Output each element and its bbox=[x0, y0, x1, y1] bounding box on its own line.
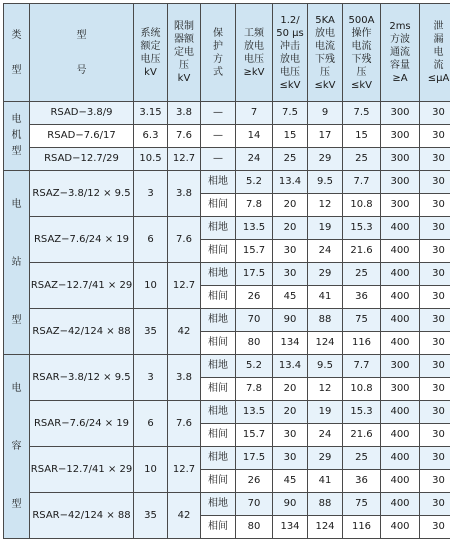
arrester-voltage-cell: 12.7 bbox=[168, 263, 201, 309]
impulse-discharge-cell: 90 bbox=[273, 309, 308, 332]
residual-5ka-cell: 41 bbox=[308, 286, 343, 309]
residual-500a-cell: 75 bbox=[343, 309, 381, 332]
leakage-cell: 30 bbox=[420, 516, 450, 539]
header-row bbox=[4, 4, 450, 102]
impulse-discharge-cell: 134 bbox=[273, 516, 308, 539]
pf-discharge-cell: 15.7 bbox=[236, 240, 273, 263]
residual-500a-cell: 15.3 bbox=[343, 217, 381, 240]
arrester-voltage-cell: 3.8 bbox=[168, 102, 201, 125]
leakage-cell: 30 bbox=[420, 286, 450, 309]
square-wave-cell: 400 bbox=[381, 493, 420, 516]
protection-mode-cell: 相地 bbox=[201, 263, 236, 286]
square-wave-cell: 300 bbox=[381, 171, 420, 194]
header-protection-mode: 保 护 方 式 bbox=[201, 4, 236, 102]
pf-discharge-cell: 13.5 bbox=[236, 401, 273, 424]
protection-mode-cell: 相间 bbox=[201, 194, 236, 217]
protection-mode-cell: 相地 bbox=[201, 401, 236, 424]
residual-5ka-cell: 29 bbox=[308, 148, 343, 171]
system-voltage-cell: 35 bbox=[134, 309, 168, 355]
impulse-discharge-cell: 20 bbox=[273, 378, 308, 401]
impulse-discharge-cell: 13.4 bbox=[273, 355, 308, 378]
impulse-discharge-cell: 30 bbox=[273, 447, 308, 470]
arrester-voltage-cell: 7.6 bbox=[168, 217, 201, 263]
residual-500a-cell: 36 bbox=[343, 470, 381, 493]
leakage-cell: 30 bbox=[420, 401, 450, 424]
model-cell: RSAR−3.8/12 × 9.5 bbox=[30, 355, 134, 401]
pf-discharge-cell: 26 bbox=[236, 286, 273, 309]
protection-mode-cell: 相地 bbox=[201, 309, 236, 332]
model-cell: RSAZ−12.7/41 × 29 bbox=[30, 263, 134, 309]
residual-5ka-cell: 12 bbox=[308, 378, 343, 401]
model-cell: RSAD−12.7/29 bbox=[30, 148, 134, 171]
impulse-discharge-cell: 15 bbox=[273, 125, 308, 148]
protection-mode-cell: 相地 bbox=[201, 217, 236, 240]
impulse-discharge-cell: 45 bbox=[273, 286, 308, 309]
leakage-cell: 30 bbox=[420, 102, 450, 125]
leakage-cell: 30 bbox=[420, 424, 450, 447]
residual-500a-cell: 25 bbox=[343, 447, 381, 470]
header-square-wave: 2ms 方波 通流 容量 ≥A bbox=[381, 4, 420, 102]
residual-500a-cell: 7.7 bbox=[343, 355, 381, 378]
system-voltage-cell: 3 bbox=[134, 171, 168, 217]
system-voltage-cell: 35 bbox=[134, 493, 168, 539]
model-cell: RSAZ−3.8/12 × 9.5 bbox=[30, 171, 134, 217]
square-wave-cell: 400 bbox=[381, 286, 420, 309]
residual-500a-cell: 21.6 bbox=[343, 424, 381, 447]
pf-discharge-cell: 24 bbox=[236, 148, 273, 171]
system-voltage-cell: 3.15 bbox=[134, 102, 168, 125]
pf-discharge-cell: 7.8 bbox=[236, 194, 273, 217]
model-cell: RSAZ−42/124 × 88 bbox=[30, 309, 134, 355]
leakage-cell: 30 bbox=[420, 378, 450, 401]
square-wave-cell: 400 bbox=[381, 447, 420, 470]
pf-discharge-cell: 14 bbox=[236, 125, 273, 148]
residual-500a-cell: 25 bbox=[343, 148, 381, 171]
pf-discharge-cell: 26 bbox=[236, 470, 273, 493]
protection-mode-cell: 相间 bbox=[201, 470, 236, 493]
residual-5ka-cell: 29 bbox=[308, 447, 343, 470]
model-cell: RSAR−12.7/41 × 29 bbox=[30, 447, 134, 493]
model-cell: RSAD−3.8/9 bbox=[30, 102, 134, 125]
residual-5ka-cell: 24 bbox=[308, 424, 343, 447]
header-leakage: 泄 漏 电 流 ≤μA bbox=[420, 4, 450, 102]
protection-mode-cell: 相间 bbox=[201, 332, 236, 355]
pf-discharge-cell: 13.5 bbox=[236, 217, 273, 240]
protection-mode-cell: 相地 bbox=[201, 493, 236, 516]
leakage-cell: 30 bbox=[420, 493, 450, 516]
system-voltage-cell: 10 bbox=[134, 263, 168, 309]
residual-500a-cell: 10.8 bbox=[343, 378, 381, 401]
square-wave-cell: 400 bbox=[381, 424, 420, 447]
arrester-voltage-cell: 12.7 bbox=[168, 148, 201, 171]
header-residual-5ka: 5KA 放电 电流 下残 压 ≤kV bbox=[308, 4, 343, 102]
residual-5ka-cell: 29 bbox=[308, 263, 343, 286]
impulse-discharge-cell: 13.4 bbox=[273, 171, 308, 194]
table-row bbox=[4, 309, 450, 332]
leakage-cell: 30 bbox=[420, 332, 450, 355]
square-wave-cell: 400 bbox=[381, 217, 420, 240]
square-wave-cell: 400 bbox=[381, 309, 420, 332]
square-wave-cell: 300 bbox=[381, 378, 420, 401]
square-wave-cell: 300 bbox=[381, 102, 420, 125]
table-row bbox=[4, 125, 450, 148]
residual-5ka-cell: 12 bbox=[308, 194, 343, 217]
system-voltage-cell: 6.3 bbox=[134, 125, 168, 148]
residual-5ka-cell: 24 bbox=[308, 240, 343, 263]
arrester-voltage-cell: 12.7 bbox=[168, 447, 201, 493]
square-wave-cell: 300 bbox=[381, 194, 420, 217]
leakage-cell: 30 bbox=[420, 309, 450, 332]
square-wave-cell: 400 bbox=[381, 240, 420, 263]
category-capacitor: 电 容 型 bbox=[4, 355, 30, 539]
header-category: 类 型 bbox=[4, 4, 30, 102]
table-row bbox=[4, 447, 450, 470]
square-wave-cell: 400 bbox=[381, 263, 420, 286]
table-row bbox=[4, 263, 450, 286]
system-voltage-cell: 6 bbox=[134, 401, 168, 447]
square-wave-cell: 300 bbox=[381, 148, 420, 171]
protection-mode-cell: 相间 bbox=[201, 424, 236, 447]
header-model: 型 号 bbox=[30, 4, 134, 102]
protection-mode-cell: — bbox=[201, 125, 236, 148]
table-row bbox=[4, 217, 450, 240]
residual-500a-cell: 36 bbox=[343, 286, 381, 309]
leakage-cell: 30 bbox=[420, 194, 450, 217]
residual-500a-cell: 116 bbox=[343, 516, 381, 539]
arrester-voltage-cell: 42 bbox=[168, 493, 201, 539]
system-voltage-cell: 3 bbox=[134, 355, 168, 401]
arrester-voltage-cell: 7.6 bbox=[168, 401, 201, 447]
impulse-discharge-cell: 30 bbox=[273, 240, 308, 263]
residual-5ka-cell: 88 bbox=[308, 493, 343, 516]
residual-5ka-cell: 9.5 bbox=[308, 355, 343, 378]
arrester-voltage-cell: 3.8 bbox=[168, 355, 201, 401]
system-voltage-cell: 10 bbox=[134, 447, 168, 493]
protection-mode-cell: 相地 bbox=[201, 447, 236, 470]
impulse-discharge-cell: 7.5 bbox=[273, 102, 308, 125]
arrester-voltage-cell: 7.6 bbox=[168, 125, 201, 148]
pf-discharge-cell: 70 bbox=[236, 493, 273, 516]
pf-discharge-cell: 17.5 bbox=[236, 263, 273, 286]
arrester-voltage-cell: 42 bbox=[168, 309, 201, 355]
residual-500a-cell: 7.7 bbox=[343, 171, 381, 194]
category-motor: 电 机 型 bbox=[4, 102, 30, 171]
table-row bbox=[4, 148, 450, 171]
impulse-discharge-cell: 90 bbox=[273, 493, 308, 516]
category-station: 电 站 型 bbox=[4, 171, 30, 355]
pf-discharge-cell: 15.7 bbox=[236, 424, 273, 447]
impulse-discharge-cell: 30 bbox=[273, 263, 308, 286]
impulse-discharge-cell: 20 bbox=[273, 217, 308, 240]
leakage-cell: 30 bbox=[420, 263, 450, 286]
residual-5ka-cell: 17 bbox=[308, 125, 343, 148]
leakage-cell: 30 bbox=[420, 470, 450, 493]
square-wave-cell: 300 bbox=[381, 125, 420, 148]
header-residual-500a: 500A 操作 电流 下残 压 ≤kV bbox=[343, 4, 381, 102]
leakage-cell: 30 bbox=[420, 171, 450, 194]
model-cell: RSAZ−7.6/24 × 19 bbox=[30, 217, 134, 263]
leakage-cell: 30 bbox=[420, 240, 450, 263]
protection-mode-cell: — bbox=[201, 102, 236, 125]
square-wave-cell: 400 bbox=[381, 516, 420, 539]
pf-discharge-cell: 70 bbox=[236, 309, 273, 332]
square-wave-cell: 400 bbox=[381, 470, 420, 493]
table-row bbox=[4, 493, 450, 516]
residual-500a-cell: 116 bbox=[343, 332, 381, 355]
header-impulse-discharge: 1.2/ 50 μs 冲击 放电 电压 ≤kV bbox=[273, 4, 308, 102]
residual-500a-cell: 25 bbox=[343, 263, 381, 286]
leakage-cell: 30 bbox=[420, 355, 450, 378]
protection-mode-cell: 相地 bbox=[201, 355, 236, 378]
residual-5ka-cell: 41 bbox=[308, 470, 343, 493]
residual-500a-cell: 21.6 bbox=[343, 240, 381, 263]
protection-mode-cell: 相间 bbox=[201, 378, 236, 401]
leakage-cell: 30 bbox=[420, 148, 450, 171]
pf-discharge-cell: 5.2 bbox=[236, 355, 273, 378]
residual-500a-cell: 75 bbox=[343, 493, 381, 516]
leakage-cell: 30 bbox=[420, 447, 450, 470]
impulse-discharge-cell: 20 bbox=[273, 401, 308, 424]
residual-5ka-cell: 124 bbox=[308, 516, 343, 539]
square-wave-cell: 300 bbox=[381, 355, 420, 378]
impulse-discharge-cell: 20 bbox=[273, 194, 308, 217]
model-cell: RSAR−7.6/24 × 19 bbox=[30, 401, 134, 447]
residual-500a-cell: 15 bbox=[343, 125, 381, 148]
square-wave-cell: 400 bbox=[381, 332, 420, 355]
table-row bbox=[4, 102, 450, 125]
impulse-discharge-cell: 30 bbox=[273, 424, 308, 447]
pf-discharge-cell: 7 bbox=[236, 102, 273, 125]
pf-discharge-cell: 80 bbox=[236, 516, 273, 539]
leakage-cell: 30 bbox=[420, 217, 450, 240]
impulse-discharge-cell: 25 bbox=[273, 148, 308, 171]
pf-discharge-cell: 80 bbox=[236, 332, 273, 355]
pf-discharge-cell: 5.2 bbox=[236, 171, 273, 194]
impulse-discharge-cell: 45 bbox=[273, 470, 308, 493]
model-cell: RSAR−42/124 × 88 bbox=[30, 493, 134, 539]
arrester-spec-table bbox=[3, 3, 450, 539]
model-cell: RSAD−7.6/17 bbox=[30, 125, 134, 148]
residual-5ka-cell: 124 bbox=[308, 332, 343, 355]
residual-500a-cell: 15.3 bbox=[343, 401, 381, 424]
header-arrester-voltage: 限制 器额 定电 压 kV bbox=[168, 4, 201, 102]
header-pf-discharge: 工频 放电 电压 ≥kV bbox=[236, 4, 273, 102]
residual-500a-cell: 7.5 bbox=[343, 102, 381, 125]
protection-mode-cell: 相间 bbox=[201, 286, 236, 309]
residual-5ka-cell: 9 bbox=[308, 102, 343, 125]
header-system-voltage: 系统 额定 电压 kV bbox=[134, 4, 168, 102]
spec-table-container bbox=[3, 3, 450, 538]
arrester-voltage-cell: 3.8 bbox=[168, 171, 201, 217]
system-voltage-cell: 6 bbox=[134, 217, 168, 263]
protection-mode-cell: 相间 bbox=[201, 240, 236, 263]
leakage-cell: 30 bbox=[420, 125, 450, 148]
table-row bbox=[4, 401, 450, 424]
residual-5ka-cell: 9.5 bbox=[308, 171, 343, 194]
square-wave-cell: 400 bbox=[381, 401, 420, 424]
residual-5ka-cell: 19 bbox=[308, 401, 343, 424]
table-row bbox=[4, 171, 450, 194]
residual-5ka-cell: 19 bbox=[308, 217, 343, 240]
residual-500a-cell: 10.8 bbox=[343, 194, 381, 217]
pf-discharge-cell: 7.8 bbox=[236, 378, 273, 401]
pf-discharge-cell: 17.5 bbox=[236, 447, 273, 470]
protection-mode-cell: — bbox=[201, 148, 236, 171]
system-voltage-cell: 10.5 bbox=[134, 148, 168, 171]
protection-mode-cell: 相间 bbox=[201, 516, 236, 539]
impulse-discharge-cell: 134 bbox=[273, 332, 308, 355]
protection-mode-cell: 相地 bbox=[201, 171, 236, 194]
table-row bbox=[4, 355, 450, 378]
residual-5ka-cell: 88 bbox=[308, 309, 343, 332]
